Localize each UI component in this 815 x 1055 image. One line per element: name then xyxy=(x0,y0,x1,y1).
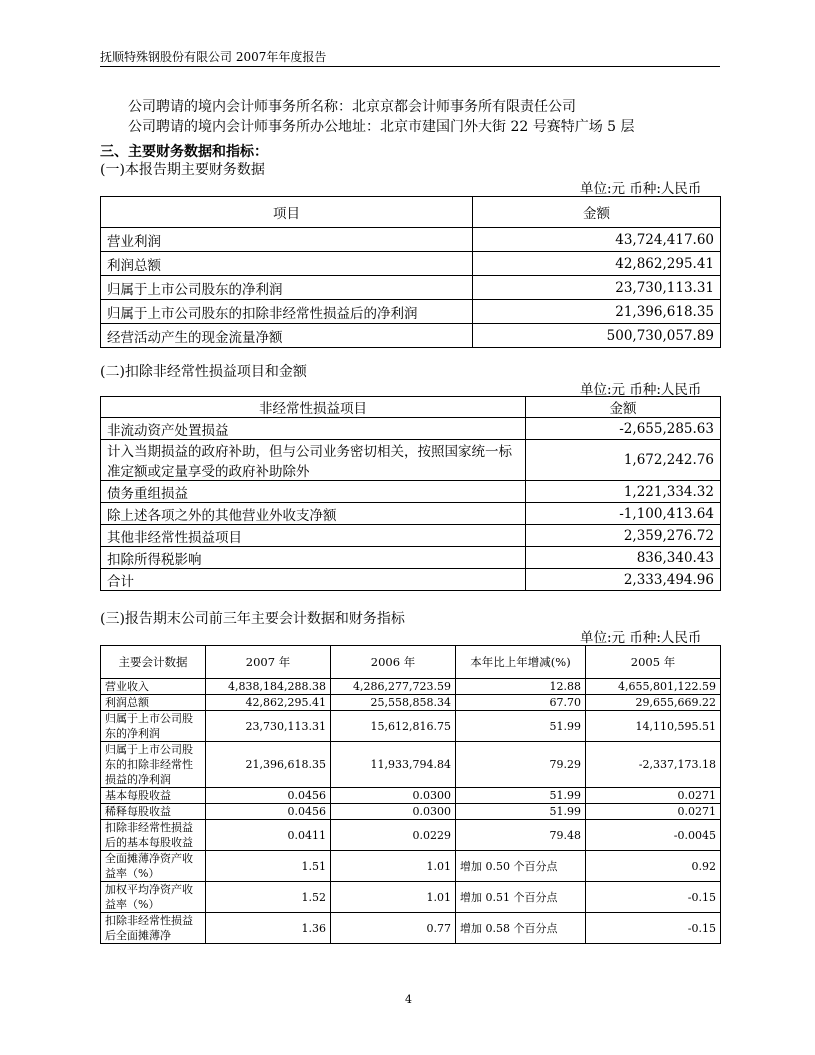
part1-unit: 单位:元 币种:人民币 xyxy=(580,181,702,197)
table-header-row xyxy=(101,197,721,228)
row-label: 归属于上市公司股东的扣除非经常性损益后的净利润 xyxy=(101,300,473,324)
row-label: 归属于上市公司股东的净利润 xyxy=(101,276,473,300)
part2-unit: 单位:元 币种:人民币 xyxy=(580,382,702,398)
row-value: 1.52 xyxy=(206,882,331,913)
row-value: -0.0045 xyxy=(586,820,721,851)
row-label: 营业利润 xyxy=(101,228,473,252)
row-value: 21,396,618.35 xyxy=(473,300,721,324)
row-value: 25,558,858.34 xyxy=(331,695,456,711)
row-label: 归属于上市公司股东的净利润 xyxy=(101,711,206,742)
row-value: -1,100,413.64 xyxy=(526,503,721,525)
row-value: 1.01 xyxy=(331,851,456,882)
row-value: 51.99 xyxy=(456,804,586,820)
table-row xyxy=(101,913,721,944)
row-value: -0.15 xyxy=(586,913,721,944)
row-label: 归属于上市公司股东的扣除非经常性损益的净利润 xyxy=(101,742,206,788)
row-value: 增加 0.50 个百分点 xyxy=(456,851,586,882)
table-row xyxy=(101,851,721,882)
row-value: 增加 0.58 个百分点 xyxy=(456,913,586,944)
column-header: 主要会计数据 xyxy=(101,646,206,679)
row-value: 4,286,277,723.59 xyxy=(331,679,456,695)
column-header: 2007 年 xyxy=(206,646,331,679)
row-label: 加权平均净资产收益率（%） xyxy=(101,882,206,913)
row-value: -2,337,173.18 xyxy=(586,742,721,788)
part3-title: (三)报告期末公司前三年主要会计数据和财务指标 xyxy=(100,611,405,627)
row-value: 0.0271 xyxy=(586,804,721,820)
row-label: 扣除所得税影响 xyxy=(101,547,526,569)
header-divider xyxy=(100,66,720,67)
table-row xyxy=(101,820,721,851)
table-row xyxy=(101,804,721,820)
row-value: 67.70 xyxy=(456,695,586,711)
row-value: 0.0300 xyxy=(331,788,456,804)
column-header: 金额 xyxy=(526,397,721,418)
row-value: 4,655,801,122.59 xyxy=(586,679,721,695)
row-value: 0.0271 xyxy=(586,788,721,804)
table-row xyxy=(101,547,721,569)
auditor-name: 公司聘请的境内会计师事务所名称：北京京都会计师事务所有限责任公司 xyxy=(128,99,576,115)
table-row xyxy=(101,711,721,742)
row-value: 23,730,113.31 xyxy=(473,276,721,300)
table-row xyxy=(101,481,721,503)
row-label: 其他非经常性损益项目 xyxy=(101,525,526,547)
row-value: -0.15 xyxy=(586,882,721,913)
column-header: 非经常性损益项目 xyxy=(101,397,526,418)
table-row xyxy=(101,440,721,481)
section-title: 三、主要财务数据和指标： xyxy=(100,144,268,160)
non-recurring-table xyxy=(100,396,721,591)
table-row xyxy=(101,788,721,804)
row-value: 79.29 xyxy=(456,742,586,788)
row-value: 42,862,295.41 xyxy=(473,252,721,276)
row-value: 2,333,494.96 xyxy=(526,569,721,591)
row-value: 42,862,295.41 xyxy=(206,695,331,711)
column-header: 2006 年 xyxy=(331,646,456,679)
row-value: 0.0300 xyxy=(331,804,456,820)
row-value: 51.99 xyxy=(456,711,586,742)
row-label: 除上述各项之外的其他营业外收支净额 xyxy=(101,503,526,525)
row-value: 1,221,334.32 xyxy=(526,481,721,503)
row-value: 1,672,242.76 xyxy=(526,440,721,481)
row-label: 基本每股收益 xyxy=(101,788,206,804)
table-row xyxy=(101,324,721,348)
row-label: 全面摊薄净资产收益率（%） xyxy=(101,851,206,882)
row-label: 营业收入 xyxy=(101,679,206,695)
row-value: 增加 0.51 个百分点 xyxy=(456,882,586,913)
row-value: 11,933,794.84 xyxy=(331,742,456,788)
row-value: 12.88 xyxy=(456,679,586,695)
main-financial-table xyxy=(100,196,721,348)
table-row xyxy=(101,679,721,695)
table-row xyxy=(101,276,721,300)
row-value: 0.77 xyxy=(331,913,456,944)
part2-title: (二)扣除非经常性损益项目和金额 xyxy=(100,364,307,380)
part1-title: (一)本报告期主要财务数据 xyxy=(100,162,265,178)
row-value: 500,730,057.89 xyxy=(473,324,721,348)
row-value: 2,359,276.72 xyxy=(526,525,721,547)
row-value: 0.92 xyxy=(586,851,721,882)
row-value: 15,612,816.75 xyxy=(331,711,456,742)
row-value: 1.36 xyxy=(206,913,331,944)
column-header: 本年比上年增减(%) xyxy=(456,646,586,679)
row-value: 0.0229 xyxy=(331,820,456,851)
table-row xyxy=(101,418,721,440)
column-header: 金额 xyxy=(473,197,721,228)
table-row xyxy=(101,569,721,591)
row-label: 扣除非经常性损益后全面摊薄净 xyxy=(101,913,206,944)
row-label: 经营活动产生的现金流量净额 xyxy=(101,324,473,348)
row-value: 79.48 xyxy=(456,820,586,851)
row-value: 836,340.43 xyxy=(526,547,721,569)
row-value: -2,655,285.63 xyxy=(526,418,721,440)
row-label: 非流动资产处置损益 xyxy=(101,418,526,440)
table-row xyxy=(101,882,721,913)
table-row xyxy=(101,300,721,324)
row-value: 29,655,669.22 xyxy=(586,695,721,711)
table-header-row xyxy=(101,397,721,418)
row-value: 0.0456 xyxy=(206,788,331,804)
row-value: 0.0456 xyxy=(206,804,331,820)
row-value: 14,110,595.51 xyxy=(586,711,721,742)
row-value: 0.0411 xyxy=(206,820,331,851)
row-value: 23,730,113.31 xyxy=(206,711,331,742)
row-value: 43,724,417.60 xyxy=(473,228,721,252)
part3-unit: 单位:元 币种:人民币 xyxy=(580,630,702,646)
row-value: 21,396,618.35 xyxy=(206,742,331,788)
table-row xyxy=(101,525,721,547)
row-value: 51.99 xyxy=(456,788,586,804)
row-label: 扣除非经常性损益后的基本每股收益 xyxy=(101,820,206,851)
report-header: 抚顺特殊钢股份有限公司 2007年年度报告 xyxy=(100,50,327,64)
table-row xyxy=(101,503,721,525)
auditor-address: 公司聘请的境内会计师事务所办公地址：北京市建国门外大街 22 号赛特广场 5 层 xyxy=(128,119,635,135)
table-row xyxy=(101,695,721,711)
three-year-table xyxy=(100,645,721,944)
row-value: 1.51 xyxy=(206,851,331,882)
row-label: 计入当期损益的政府补助，但与公司业务密切相关，按照国家统一标准定额或定量享受的政府补助除外 xyxy=(101,440,526,481)
column-header: 项目 xyxy=(101,197,473,228)
row-label: 合计 xyxy=(101,569,526,591)
row-label: 利润总额 xyxy=(101,695,206,711)
row-label: 债务重组损益 xyxy=(101,481,526,503)
column-header: 2005 年 xyxy=(586,646,721,679)
row-label: 利润总额 xyxy=(101,252,473,276)
table-row xyxy=(101,228,721,252)
table-row xyxy=(101,252,721,276)
row-label: 稀释每股收益 xyxy=(101,804,206,820)
table-row xyxy=(101,742,721,788)
page-number: 4 xyxy=(405,993,412,1006)
row-value: 4,838,184,288.38 xyxy=(206,679,331,695)
row-value: 1.01 xyxy=(331,882,456,913)
table-header-row xyxy=(101,646,721,679)
